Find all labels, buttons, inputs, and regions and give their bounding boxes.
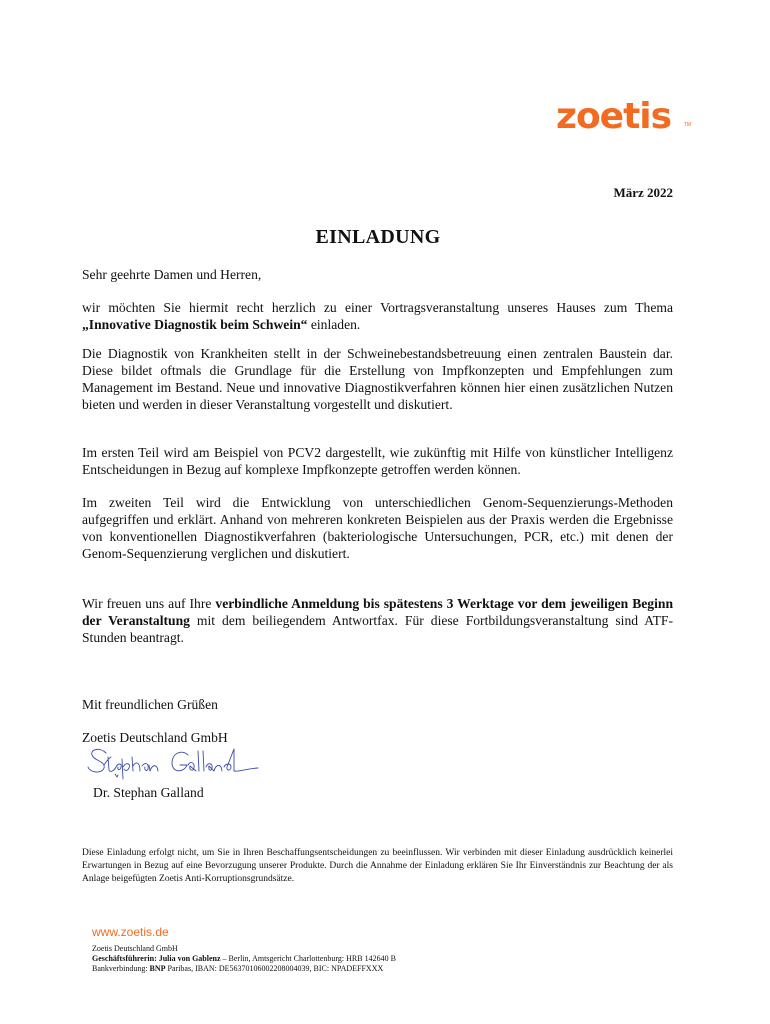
paragraph-diagnostics: Die Diagnostik von Krankheiten stellt in der Schweinebestandsbetreuung einen zentralen Baustein dar. Diese bildet oftmals die Grundlage für die Erstellung von Impfkonzepten und Empfehlungen zum Management im Bestand. Neue und innovative Diagnostikverfahren können hier einen zusätzlichen Nutzen bieten und werden in dieser Veranstaltung vorgestellt und diskutiert. — [82, 346, 673, 412]
event-topic: „Innovative Diagnostik beim Schwein“ — [82, 317, 308, 332]
footer-bank: Bankverbindung: BNP Paribas, IBAN: DE56370106002208004039, BIC: NPADEFFXXX — [92, 964, 384, 973]
logo-trademark: TM — [684, 122, 692, 128]
letter-title: EINLADUNG — [315, 226, 441, 248]
intro-paragraph: wir möchten Sie hiermit recht herzlich zu einer Vortragsveranstaltung unseres Hauses zum Thema „Innovative Diagnostik beim Schwein“ einladen. — [82, 300, 673, 332]
paragraph-registration: Wir freuen uns auf Ihre verbindliche Anmeldung bis spätestens 3 Werktage vor dem jeweiligen Beginn der Veranstaltung mit dem beiliegendem Antwortfax. Für diese Fortbildungsveranstaltung sind ATF-Stunden beantragt. — [82, 596, 673, 645]
letter-date: März 2022 — [613, 185, 673, 200]
website-link[interactable]: www.zoetis.de — [92, 925, 169, 939]
footer-company: Zoetis Deutschland GmbH — [92, 944, 178, 953]
paragraph-part-two: Im zweiten Teil wird die Entwicklung von unterschiedlichen Genom-Sequenzierungs-Methoden aufgegriffen und erklärt. Anhand von mehreren konkreten Beispielen aus der Praxis werden die Ergebnisse von konventionellen Diagnostikverfahren (bakteriologische Untersuchungen, PCR, etc.) mit denen der Genom-Sequenzierung verglichen und diskutiert. — [82, 495, 673, 561]
closing: Mit freundlichen Grüßen — [82, 697, 218, 712]
registration-deadline: verbindliche Anmeldung bis spätestens 3 Werktage vor dem jeweiligen Beginn der Veranstaltung — [82, 596, 673, 628]
handwritten-signature — [84, 745, 262, 783]
salutation: Sehr geehrte Damen und Herren, — [82, 267, 262, 282]
footer-management: Geschäftsführerin: Julia von Gablenz – Berlin, Amtsgericht Charlottenburg: HRB 142640 B — [92, 954, 396, 963]
logo-wordmark: zoetis — [556, 96, 672, 137]
company-name: Zoetis Deutschland GmbH — [82, 730, 228, 745]
disclaimer: Diese Einladung erfolgt nicht, um Sie in Ihren Beschaffungsentscheidungen zu beeinflussen. Wir verbinden mit dieser Einladung ausdrücklich keinerlei Erwartungen in Bezug auf eine Bevorzugung unserer Produkte. Durch die Annahme der Einladung erklären Sie Ihr Einverständnis zur Beachtung der als Anlage beigefügten Zoetis Anti-Korruptionsgrundsätze. — [82, 848, 673, 884]
zoetis-logo — [556, 94, 696, 140]
paragraph-part-one: Im ersten Teil wird am Beispiel von PCV2 dargestellt, wie zukünftig mit Hilfe von künstlicher Intelligenz Entscheidungen in Bezug auf komplexe Impfkonzepte getroffen werden können. — [82, 445, 673, 477]
signer-name: Dr. Stephan Galland — [93, 785, 204, 800]
